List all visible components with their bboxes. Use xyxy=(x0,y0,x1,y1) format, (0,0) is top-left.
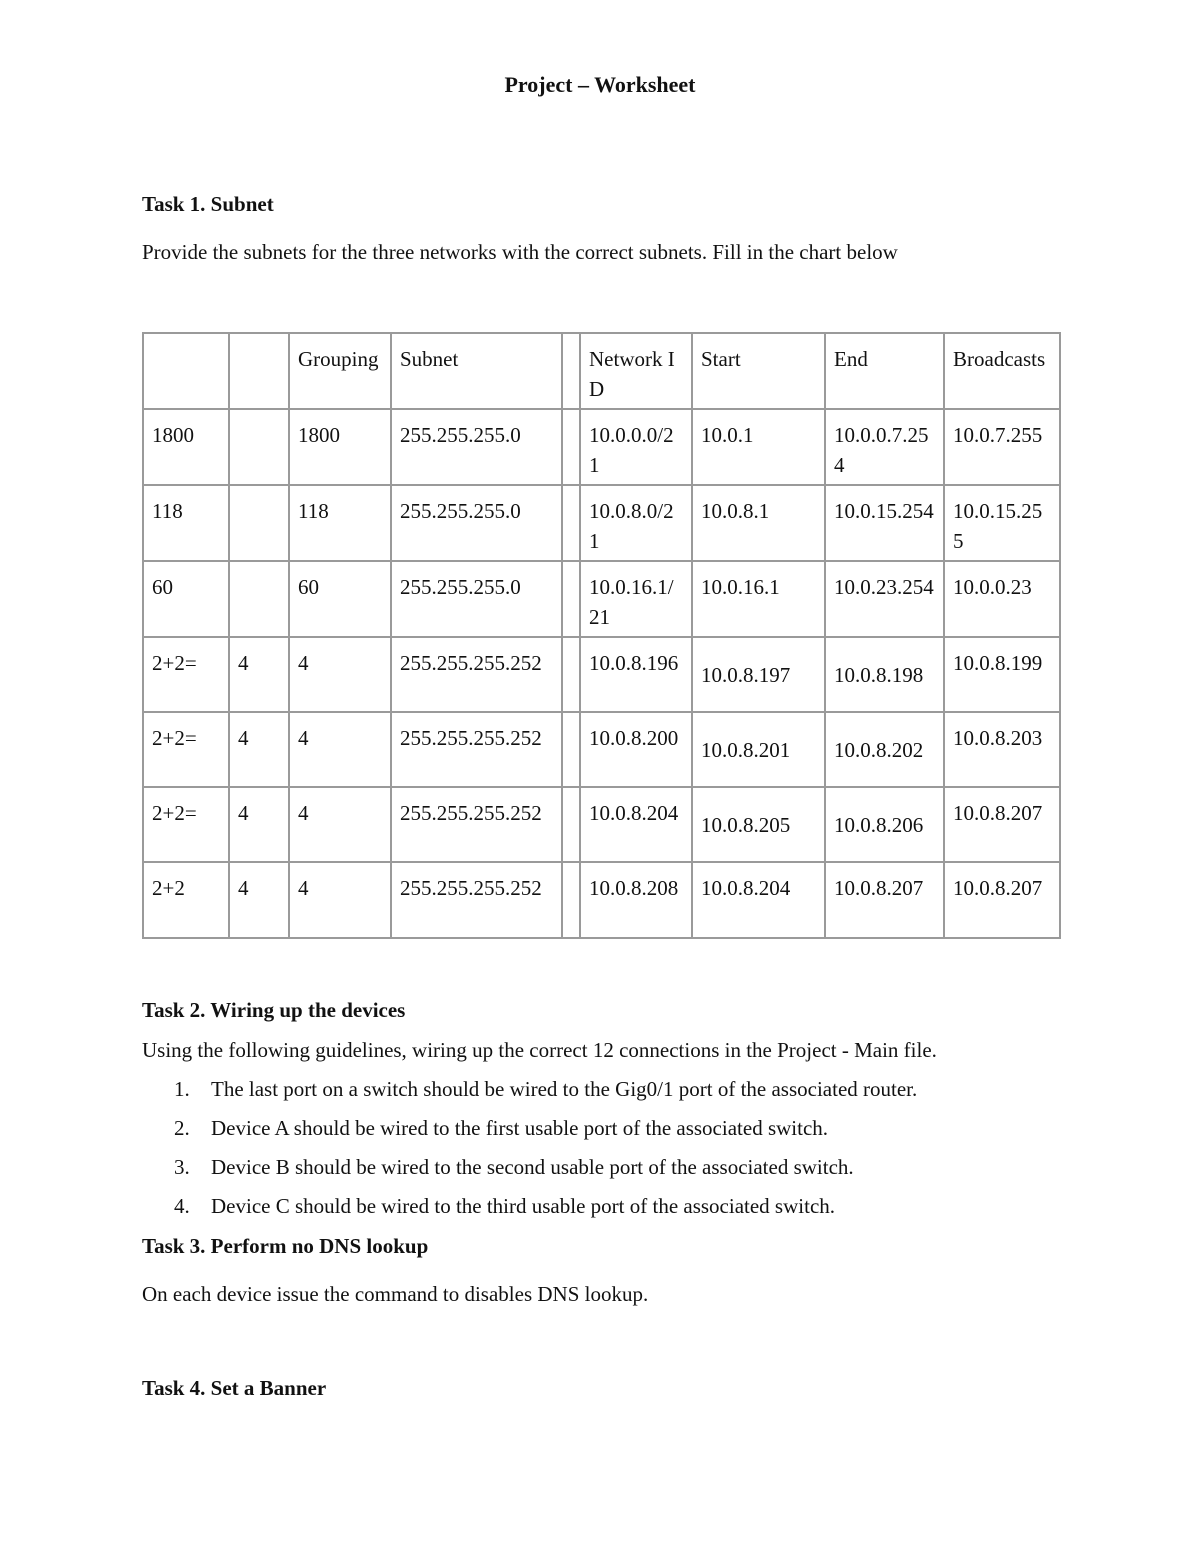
table-cell: 10.0.1 xyxy=(692,409,825,485)
table-cell: 10.0.23.254 xyxy=(825,561,944,637)
table-cell: 10.0.15.255 xyxy=(944,485,1060,561)
list-item-text: Device B should be wired to the second usable port of the associated switch. xyxy=(211,1155,854,1179)
table-cell: 255.255.255.252 xyxy=(391,637,562,712)
table-cell: 10.0.8.204 xyxy=(692,862,825,938)
table-cell: 255.255.255.0 xyxy=(391,561,562,637)
table-cell: 60 xyxy=(289,561,391,637)
task3-text: On each device issue the command to disables DNS lookup. xyxy=(142,1282,649,1306)
task2-heading: Task 2. Wiring up the devices xyxy=(142,998,406,1022)
header-cell-start: Start xyxy=(692,333,825,409)
table-cell: 10.0.8.198 xyxy=(825,637,944,712)
list-number: 3. xyxy=(174,1155,190,1179)
table-cell: 4 xyxy=(229,787,289,862)
table-cell xyxy=(229,409,289,485)
table-cell: 60 xyxy=(143,561,229,637)
table-cell: 10.0.8.207 xyxy=(944,862,1060,938)
header-cell-subnet: Subnet xyxy=(391,333,562,409)
task1-instruction: Provide the subnets for the three networks with the correct subnets. Fill in the chart below xyxy=(142,240,898,264)
table-cell: 10.0.0.23 xyxy=(944,561,1060,637)
table-cell: 10.0.8.206 xyxy=(825,787,944,862)
table-cell: 255.255.255.0 xyxy=(391,409,562,485)
table-header-row xyxy=(143,333,1060,409)
table-row xyxy=(143,712,1060,787)
list-item-text: Device A should be wired to the first usable port of the associated switch. xyxy=(211,1116,829,1140)
table-cell: 118 xyxy=(143,485,229,561)
table-cell: 255.255.255.0 xyxy=(391,485,562,561)
table-cell: 10.0.8.199 xyxy=(944,637,1060,712)
table-cell: 255.255.255.252 xyxy=(391,862,562,938)
table-cell: 1800 xyxy=(143,409,229,485)
header-cell-network-id: Network ID xyxy=(580,333,692,409)
table-cell: 10.0.16.1/21 xyxy=(580,561,692,637)
table-cell: 10.0.8.204 xyxy=(580,787,692,862)
table-cell: 118 xyxy=(289,485,391,561)
table-cell xyxy=(562,637,580,712)
header-cell xyxy=(229,333,289,409)
table-cell: 4 xyxy=(229,862,289,938)
header-cell-broadcasts: Broadcasts xyxy=(944,333,1060,409)
table-cell: 10.0.8.202 xyxy=(825,712,944,787)
list-number: 4. xyxy=(174,1194,190,1218)
header-cell-grouping: Grouping xyxy=(289,333,391,409)
header-cell xyxy=(143,333,229,409)
table-cell: 10.0.8.200 xyxy=(580,712,692,787)
list-item-text: Device C should be wired to the third usable port of the associated switch. xyxy=(211,1194,836,1218)
header-cell xyxy=(562,333,580,409)
table-row xyxy=(143,637,1060,712)
list-item xyxy=(142,1111,917,1150)
table-cell: 10.0.8.0/21 xyxy=(580,485,692,561)
table-cell: 10.0.8.1 xyxy=(692,485,825,561)
list-item xyxy=(142,1072,917,1111)
table-cell: 10.0.16.1 xyxy=(692,561,825,637)
table-cell: 4 xyxy=(289,637,391,712)
table-cell xyxy=(229,485,289,561)
task2-intro: Using the following guidelines, wiring up the correct 12 connections in the Project - Main file. xyxy=(142,1038,937,1062)
table-row xyxy=(143,409,1060,485)
list-number: 2. xyxy=(174,1116,190,1140)
table-row xyxy=(143,561,1060,637)
table-row xyxy=(143,787,1060,862)
table-cell: 10.0.15.254 xyxy=(825,485,944,561)
table-row xyxy=(143,862,1060,938)
list-item-text: The last port on a switch should be wired to the Gig0/1 port of the associated router. xyxy=(211,1077,918,1101)
table-cell xyxy=(229,561,289,637)
table-cell: 10.0.8.205 xyxy=(692,787,825,862)
table-row xyxy=(143,485,1060,561)
table-cell: 10.0.8.207 xyxy=(825,862,944,938)
table-cell: 2+2= xyxy=(143,787,229,862)
table-cell: 10.0.8.196 xyxy=(580,637,692,712)
table-cell: 10.0.0.7.254 xyxy=(825,409,944,485)
list-item xyxy=(142,1150,917,1189)
table-cell xyxy=(562,787,580,862)
table-cell: 4 xyxy=(289,862,391,938)
guidelines-list xyxy=(142,1072,917,1228)
table-cell: 4 xyxy=(289,712,391,787)
table-cell: 10.0.7.255 xyxy=(944,409,1060,485)
list-item xyxy=(142,1189,917,1228)
table-cell: 1800 xyxy=(289,409,391,485)
table-cell: 4 xyxy=(229,637,289,712)
task1-heading: Task 1. Subnet xyxy=(142,192,274,216)
table-cell xyxy=(562,485,580,561)
table-cell: 255.255.255.252 xyxy=(391,712,562,787)
table-cell xyxy=(562,862,580,938)
table-cell: 10.0.8.208 xyxy=(580,862,692,938)
task4-heading: Task 4. Set a Banner xyxy=(142,1376,327,1400)
table-cell: 255.255.255.252 xyxy=(391,787,562,862)
table-cell: 4 xyxy=(229,712,289,787)
header-cell-end: End xyxy=(825,333,944,409)
table-cell: 10.0.8.203 xyxy=(944,712,1060,787)
table-cell: 2+2 xyxy=(143,862,229,938)
table-cell xyxy=(562,712,580,787)
table-cell: 10.0.8.201 xyxy=(692,712,825,787)
document-title: Project – Worksheet xyxy=(504,72,696,97)
table-cell xyxy=(562,409,580,485)
list-number: 1. xyxy=(174,1077,190,1101)
table-cell: 10.0.8.197 xyxy=(692,637,825,712)
table-cell: 10.0.0.0/21 xyxy=(580,409,692,485)
table-cell: 2+2= xyxy=(143,637,229,712)
subnet-table xyxy=(142,332,1061,939)
table-cell: 4 xyxy=(289,787,391,862)
table-cell: 2+2= xyxy=(143,712,229,787)
table-cell: 10.0.8.207 xyxy=(944,787,1060,862)
table-cell xyxy=(562,561,580,637)
task3-heading: Task 3. Perform no DNS lookup xyxy=(142,1234,429,1258)
